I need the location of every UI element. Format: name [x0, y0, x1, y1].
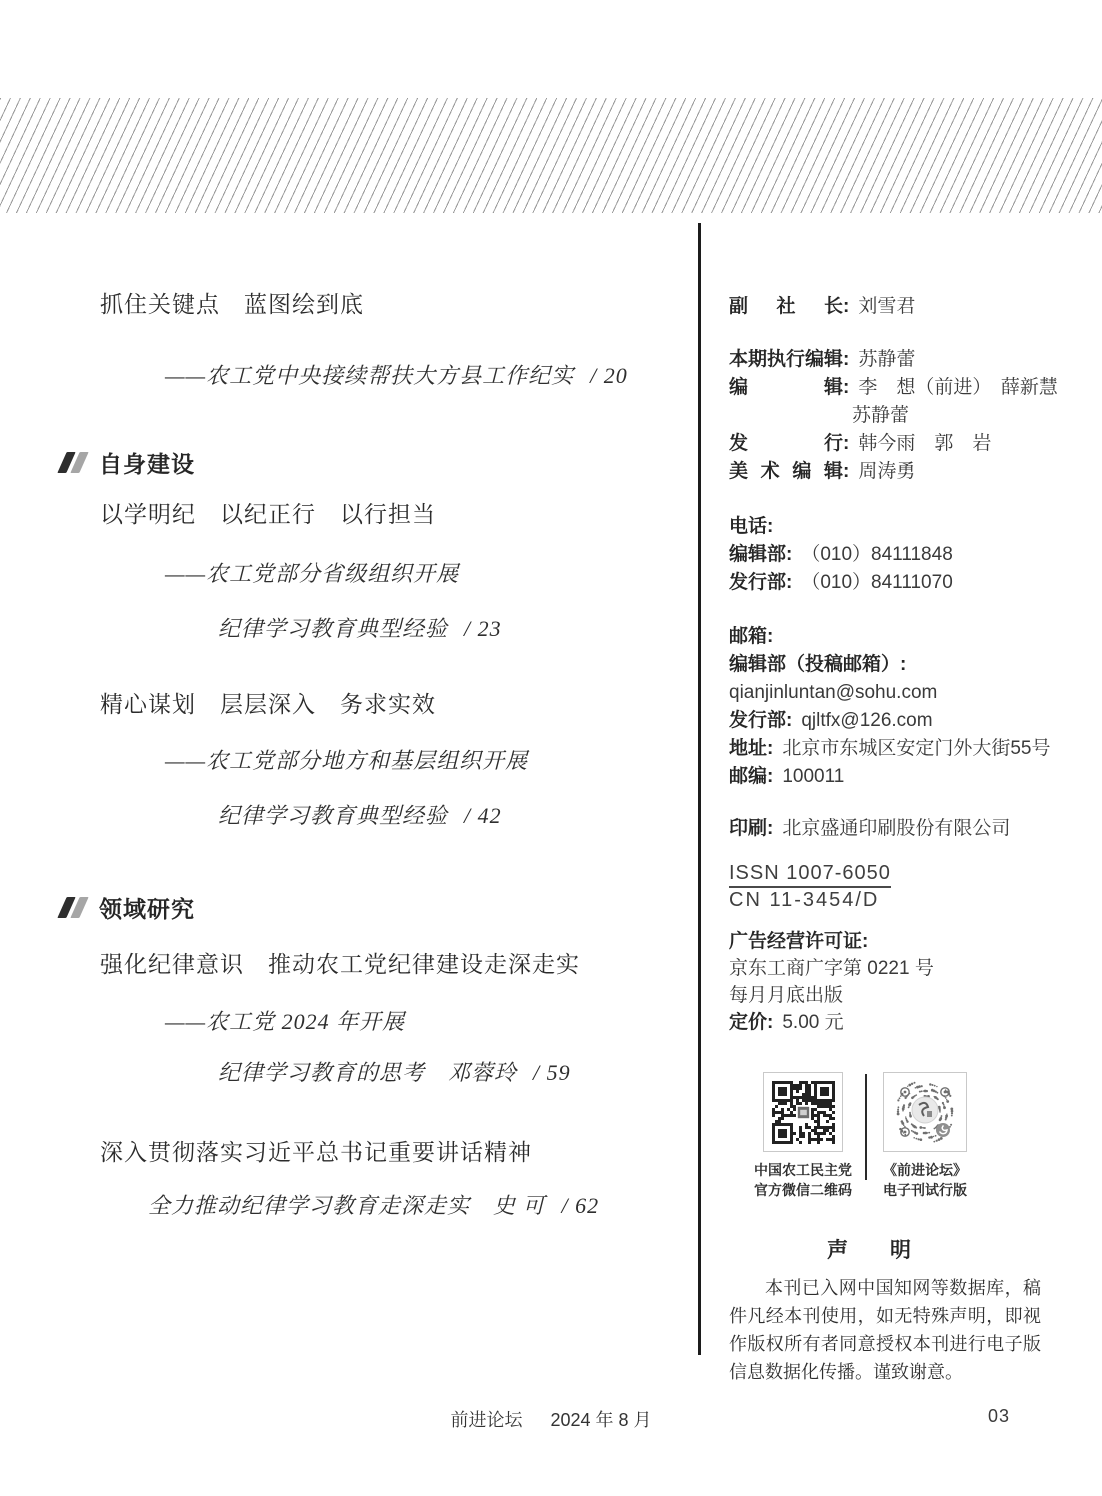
- article-subtitle: [148, 1190, 599, 1222]
- phone-number: （010）84111848: [801, 544, 953, 565]
- article-title: 精心谋划 层层深入 务求实效: [100, 692, 436, 717]
- license-number: 京东工商广字第 0221 号: [729, 958, 934, 979]
- masthead-column: [729, 223, 1058, 1386]
- footer-journal-name: 前进论坛: [450, 1410, 523, 1430]
- masthead-staff-row: [729, 402, 1045, 430]
- section-header: [62, 447, 195, 477]
- section-marker-icon: [62, 452, 84, 473]
- article-page-number: / 23: [464, 616, 502, 641]
- staff-role-label: 美 术 编 辑: [729, 461, 843, 482]
- masthead-staff-row: 副 社 长: 刘雪君: [729, 293, 1045, 321]
- qr-code-wechat: [763, 1072, 843, 1152]
- staff-role-label: 副 社 长: [729, 296, 843, 317]
- cn-number: CN 11-3454/D: [729, 889, 880, 911]
- article-title: 强化纪律意识 推动农工党纪律建设走深走实: [100, 952, 580, 977]
- column-divider: [698, 223, 701, 1355]
- section-label: 自身建设: [99, 450, 195, 477]
- section-header: [62, 892, 195, 922]
- footer-page-number: 03: [987, 1406, 1010, 1426]
- email-address: qianjinluntan@sohu.com: [729, 682, 938, 703]
- publish-schedule: 每月月底出版: [729, 985, 844, 1006]
- staff-name: 周涛勇: [858, 461, 916, 482]
- qr-code-ejournal: [883, 1072, 967, 1152]
- article-subtitle-text: ——农工党中央接续帮扶大方县工作纪实: [165, 363, 575, 388]
- masthead-staff-row: 编 辑: 李 想（前进） 薛新慧: [729, 374, 1045, 402]
- staff-role-label: 发 行: [729, 433, 843, 454]
- staff-name: 韩今雨 郭 岩: [858, 433, 992, 454]
- phone-row: 编辑部: （010）84111848: [729, 544, 953, 565]
- phone-number: （010）84111070: [801, 572, 953, 593]
- printer-row: 印刷: 北京盛通印刷股份有限公司: [729, 818, 1011, 839]
- article-subtitle-text: 全力推动纪律学习教育走深走实 史 可: [148, 1193, 546, 1218]
- email-row: 发行部: qjltfx@126.com: [729, 710, 933, 731]
- qr-section: [729, 1072, 1045, 1212]
- footer-issue-date: 2024 年 8 月: [550, 1410, 652, 1430]
- phone-heading: 电话:: [729, 516, 774, 537]
- article-page-number: / 42: [464, 803, 502, 828]
- article-subtitle: [218, 613, 502, 645]
- article-subtitle-text: 纪律学习教育的思考 邓蓉玲: [218, 1060, 518, 1085]
- staff-role-label: 编 辑: [729, 377, 843, 398]
- section-marker-icon: [62, 897, 84, 918]
- article-subtitle: ——农工党部分省级组织开展: [165, 561, 460, 586]
- article-subtitle: ——农工党部分地方和基层组织开展: [165, 748, 529, 773]
- section-label: 领域研究: [99, 895, 195, 922]
- staff-name: 苏静蕾: [852, 405, 910, 426]
- masthead-staff-row: 本期执行编辑: 苏静蕾: [729, 346, 1045, 374]
- article-subtitle-text: 纪律学习教育典型经验: [218, 803, 449, 828]
- page-footer: [0, 1406, 1102, 1432]
- article-page-number: / 20: [590, 363, 628, 388]
- mail-sub-heading: 编辑部（投稿邮箱）:: [729, 654, 907, 675]
- qr-caption: 《前进论坛》 电子刊试行版: [883, 1162, 967, 1198]
- staff-role-label: 本期执行编辑: [729, 349, 844, 370]
- article-title: 深入贯彻落实习近平总书记重要讲话精神: [100, 1140, 532, 1165]
- phone-row: 发行部: （010）84111070: [729, 572, 953, 593]
- statement-body: 本刊已入网中国知网等数据库，稿件凡经本刊使用，如无特殊声明，即视作版权所有者同意授权本刊进行电子版信息数据化传播。谨致谢意。: [729, 1278, 1041, 1382]
- article-page-number: / 59: [533, 1060, 571, 1085]
- mail-heading: 邮箱:: [729, 626, 774, 647]
- address-row: 地址: 北京市东城区安定门外大街55号: [729, 738, 1051, 759]
- article-title: 以学明纪 以纪正行 以行担当: [100, 502, 436, 527]
- qr-caption: 中国农工民主党 官方微信二维码: [754, 1162, 852, 1198]
- masthead-staff-row: 发 行: 韩今雨 郭 岩: [729, 430, 1045, 458]
- price-row: 定价: 5.00 元: [729, 1012, 844, 1033]
- article-subtitle: ——农工党 2024 年开展: [165, 1009, 406, 1034]
- staff-name: 刘雪君: [858, 296, 916, 317]
- staff-name: 苏静蕾: [858, 349, 916, 370]
- article-page-number: / 62: [561, 1193, 600, 1218]
- statement-title: 声 明: [827, 1238, 911, 1262]
- masthead-staff-row: 美 术 编 辑: 周涛勇: [729, 458, 1045, 486]
- issn-number: ISSN 1007-6050: [729, 861, 1045, 888]
- staff-name: 李 想（前进） 薛新慧: [858, 377, 1058, 398]
- email-address: qjltfx@126.com: [801, 710, 933, 731]
- article-subtitle: [218, 1057, 571, 1089]
- zip-row: 邮编: 100011: [729, 766, 845, 787]
- article-title: 抓住关键点 蓝图绘到底: [100, 292, 364, 317]
- license-heading: 广告经营许可证:: [729, 931, 869, 952]
- article-subtitle: [165, 360, 628, 392]
- article-subtitle-text: 纪律学习教育典型经验: [218, 616, 449, 641]
- article-subtitle: [218, 800, 502, 832]
